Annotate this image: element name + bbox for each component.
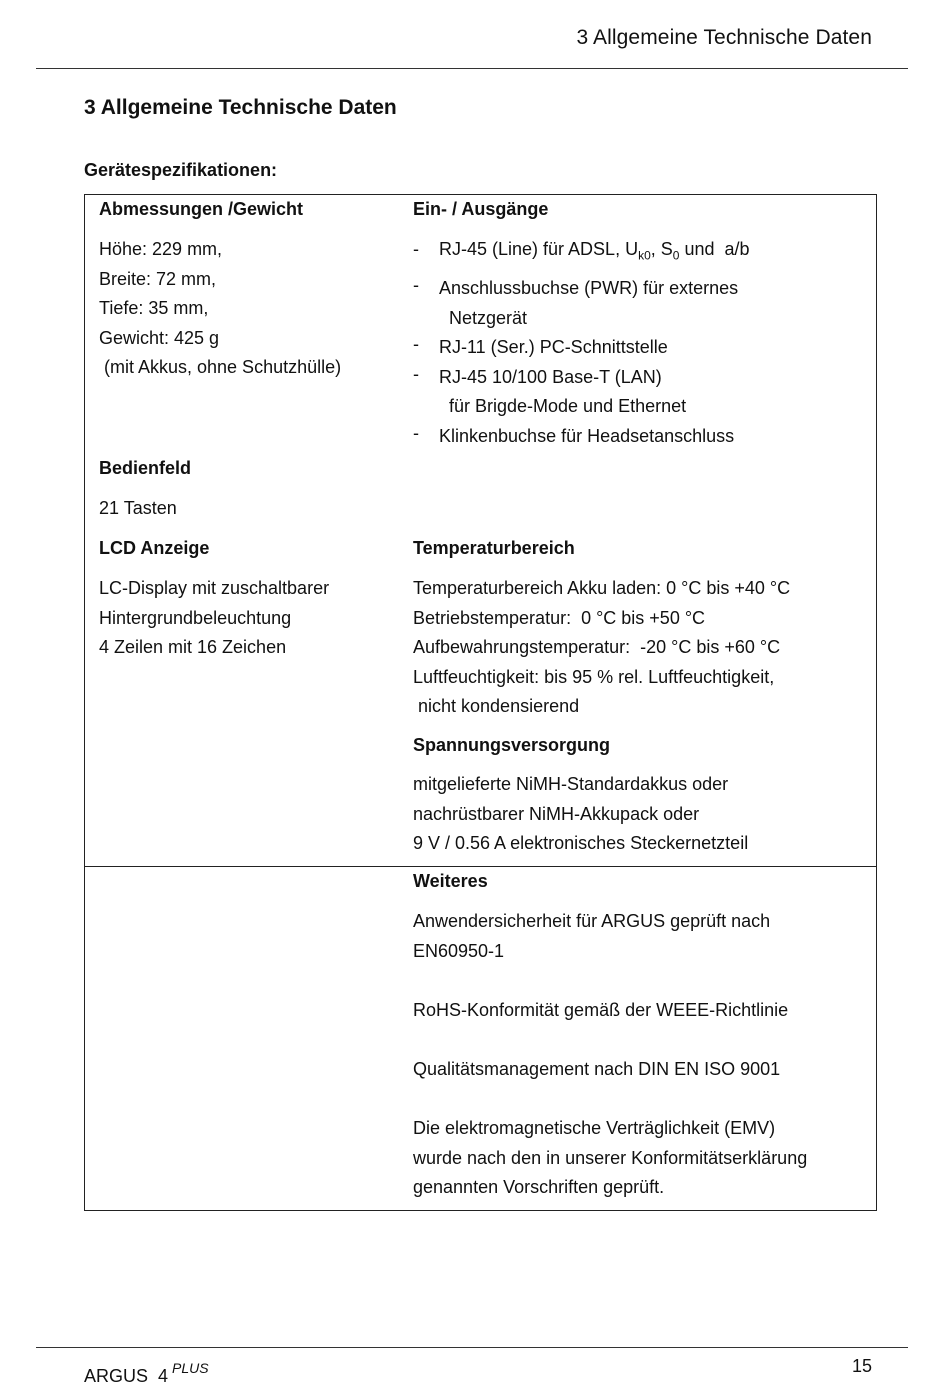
lcd-line: 4 Zeilen mit 16 Zeichen	[99, 637, 287, 657]
power-line: nachrüstbarer NiMH-Akkupack oder	[413, 803, 700, 824]
io-text: und a/b	[679, 239, 750, 259]
io-text-continued: für Brigde-Mode und Ethernet	[449, 396, 687, 417]
dimensions-text	[99, 235, 341, 383]
io-text: Klinkenbuchse für Headsetanschluss	[439, 425, 735, 446]
quality-paragraph: Qualitätsmanagement nach DIN EN ISO 9001	[413, 1059, 781, 1079]
io-text-continued: Netzgerät	[449, 307, 528, 328]
keypad-title: Bedienfeld	[99, 458, 192, 478]
page-number: 15	[851, 1356, 872, 1376]
power-line: 9 V / 0.56 A elektronisches Steckernetzteil	[413, 833, 749, 853]
temperature-line: Luftfeuchtigkeit: bis 95 % rel. Luftfeuchtigkeit,	[413, 666, 775, 687]
io-item	[413, 363, 750, 422]
header-rule	[36, 68, 908, 69]
io-item	[413, 235, 750, 271]
temperature-title: Temperaturbereich	[413, 538, 575, 558]
io-subscript: 0	[672, 248, 680, 263]
io-dash: -	[413, 275, 419, 296]
io-dash: -	[413, 363, 419, 384]
running-header: 3 Allgemeine Technische Daten	[576, 26, 872, 49]
io-item	[413, 333, 750, 363]
product-name: ARGUS 4	[84, 1366, 169, 1386]
io-text: , S	[650, 239, 673, 259]
lcd-text	[99, 574, 329, 663]
emv-paragraph	[413, 1114, 807, 1203]
emv-line: Die elektromagnetische Verträglichkeit (EMV)	[413, 1118, 776, 1138]
keypad-text: 21 Tasten	[99, 498, 177, 518]
power-text	[413, 770, 748, 859]
io-dash: -	[413, 239, 419, 259]
emv-line: genannten Vorschriften geprüft.	[413, 1177, 665, 1197]
further-title: Weiteres	[413, 871, 488, 891]
io-list	[413, 235, 750, 451]
chapter-title: 3 Allgemeine Technische Daten	[84, 96, 397, 119]
io-title: Ein- / Ausgänge	[413, 199, 549, 219]
io-dash: -	[413, 422, 419, 443]
spec-table-top	[85, 195, 876, 867]
lcd-line: Hintergrundbeleuchtung	[99, 607, 292, 628]
temperature-line: Betriebstemperatur: 0 °C bis +50 °C	[413, 607, 706, 628]
product-suffix: PLUS	[172, 1360, 209, 1376]
lcd-line: LC-Display mit zuschaltbarer	[99, 578, 330, 598]
section-label: Gerätespezifikationen:	[84, 160, 278, 180]
footer-product	[84, 1360, 209, 1387]
rohs-paragraph: RoHS-Konformität gemäß der WEEE-Richtlinie	[413, 1000, 789, 1020]
dimensions-line: Gewicht: 425 g	[99, 327, 220, 348]
io-item	[413, 422, 750, 452]
io-text: RJ-45 10/100 Base-T (LAN)	[439, 366, 662, 387]
dimensions-title: Abmessungen /Gewicht	[99, 199, 304, 219]
temperature-line: nicht kondensierend	[413, 696, 580, 716]
spec-table-bottom	[85, 867, 876, 1210]
lcd-title: LCD Anzeige	[99, 538, 210, 558]
dimensions-line: Tiefe: 35 mm,	[99, 298, 209, 318]
power-line: mitgelieferte NiMH-Standardakkus oder	[413, 774, 729, 794]
io-text: RJ-11 (Ser.) PC-Schnittstelle	[439, 337, 668, 358]
dimensions-line: Höhe: 229 mm,	[99, 239, 223, 259]
safety-paragraph	[413, 907, 770, 966]
io-subscript: k0	[638, 248, 651, 263]
dimensions-line: (mit Akkus, ohne Schutzhülle)	[99, 357, 342, 377]
temperature-line: Temperaturbereich Akku laden: 0 °C bis +40 °C	[413, 578, 791, 598]
safety-line: EN60950-1	[413, 940, 505, 961]
io-text: RJ-45 (Line) für ADSL, U	[439, 239, 639, 259]
io-item	[413, 274, 750, 333]
io-dash: -	[413, 334, 419, 355]
safety-line: Anwendersicherheit für ARGUS geprüft nach	[413, 911, 771, 931]
io-text: Anschlussbuchse (PWR) für externes	[439, 278, 739, 299]
spec-table	[84, 194, 877, 1211]
temperature-text	[413, 574, 790, 722]
emv-line: wurde nach den in unserer Konformitätserklärung	[413, 1147, 808, 1168]
footer-rule	[36, 1347, 908, 1348]
power-title: Spannungsversorgung	[413, 735, 611, 755]
dimensions-line: Breite: 72 mm,	[99, 268, 217, 289]
temperature-line: Aufbewahrungstemperatur: -20 °C bis +60 °C	[413, 637, 781, 657]
